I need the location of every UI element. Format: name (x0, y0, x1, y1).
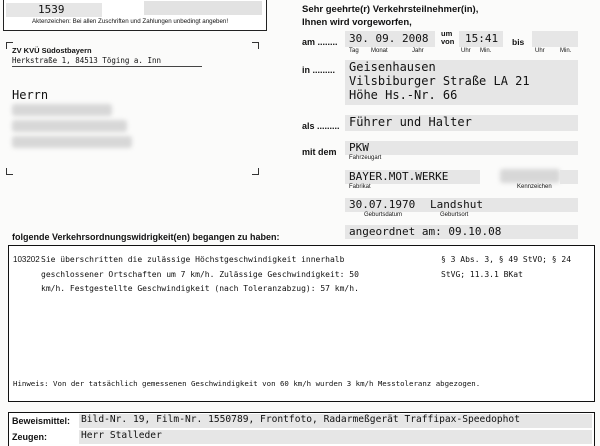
recipient-salutation: Herrn (12, 88, 49, 102)
intro-line2: Ihnen wird vorgeworfen, (302, 17, 412, 28)
cap-min: Min. (480, 48, 492, 54)
birthdate-caption: Geburtsdatum (364, 212, 403, 218)
birthplace: Landshut (430, 198, 483, 211)
birthdate: 30.07.1970 (349, 198, 416, 211)
plate-field-tail (560, 170, 578, 184)
beweis-label: Beweismittel: (12, 416, 71, 426)
um-label: um von (441, 29, 455, 46)
date-value: 30. 09. 2008 (349, 32, 429, 45)
offense-code: 103202 (13, 255, 40, 264)
offense-heading: folgende Verkehrsordnungswidrigkeit(en) begangen zu haben: (12, 232, 280, 242)
recipient-street-redacted (12, 120, 127, 132)
am-label: am ........ (302, 37, 338, 47)
offense-box (8, 245, 595, 402)
vehicle-type: PKW (349, 141, 369, 154)
bis-label: bis (512, 37, 525, 47)
offense-hint: Hinweis: Von der tatsächlich gemessenen Geschwindigkeit von 60 km/h wurden 3 km/h Messtoleranz abgezogen. (13, 379, 481, 388)
offense-law-line2: StVG; 11.3.1 BKat (441, 270, 523, 279)
window-corner-tr (252, 42, 259, 49)
time-value: 15:41 (465, 32, 499, 45)
cap-jahr: Jahr (412, 48, 424, 54)
cap-min2: Min. (560, 48, 572, 54)
ort-line1: Geisenhausen (349, 60, 436, 74)
als-label: als ......... (302, 121, 340, 131)
window-corner-bl (6, 168, 13, 175)
sender-org: ZV KVÜ Südostbayern (12, 46, 92, 55)
sender-address: Herkstraße 1, 84513 Töging a. Inn (12, 56, 162, 65)
cap-monat: Monat (371, 48, 388, 54)
angeordnet: angeordnet am: 09.10.08 (349, 225, 502, 238)
vehicle-make: BAYER.MOT.WERKE (349, 170, 449, 183)
offense-law-line1: § 3 Abs. 3, § 49 StVO; § 24 (441, 255, 572, 264)
type-field (345, 141, 578, 155)
aktenzeichen-box (3, 0, 267, 31)
zeugen-label: Zeugen: (12, 432, 47, 442)
beweis-box (8, 412, 595, 446)
vehicle-make-caption: Fabrikat (349, 184, 371, 190)
aktenzeichen-blur-field (144, 1, 262, 15)
window-corner-br (252, 168, 259, 175)
cap-tag: Tag (349, 48, 359, 54)
sender-underline (12, 66, 202, 67)
offense-text-line1: Sie überschritten die zulässige Höchstgeschwindigkeit innerhalb (41, 255, 345, 264)
mit-dem-label: mit dem (302, 147, 337, 157)
recipient-name-redacted (12, 104, 112, 116)
aktenzeichen-note: Aktenzeichen: Bei allen Zuschriften und Zahlungen unbedingt angeben! (32, 18, 229, 25)
bis-field (532, 31, 578, 47)
in-label: in ......... (302, 65, 336, 75)
intro-line1: Sehr geehrte(r) Verkehrsteilnehmer(in), (302, 4, 479, 15)
vehicle-type-caption: Fahrzeugart (349, 155, 382, 161)
cap-uhr: Uhr (461, 48, 471, 54)
ort-line2: Vilsbiburger Straße LA 21 (349, 74, 530, 88)
zeugen-value: Herr Stalleder (81, 430, 162, 441)
plate-redacted (500, 169, 560, 183)
birthplace-caption: Geburtsort (440, 212, 469, 218)
ort-line3: Höhe Hs.-Nr. 66 (349, 88, 458, 102)
als-value: Führer und Halter (349, 115, 472, 129)
cap-uhr2: Uhr (535, 48, 545, 54)
recipient-city-redacted (12, 136, 132, 148)
offense-text-line3: km/h. Festgestellte Geschwindigkeit (nach Toleranzabzug): 57 km/h. (41, 284, 359, 293)
plate-caption: Kennzeichen (517, 184, 552, 190)
offense-text-line2: geschlossener Ortschaften um 7 km/h. Zulässige Geschwindigkeit: 50 (41, 270, 359, 279)
aktenzeichen-number: 1539 (38, 3, 65, 16)
beweis-value: Bild-Nr. 19, Film-Nr. 1550789, Frontfoto, Radarmeßgerät Traffipax-Speedophot (81, 414, 520, 425)
